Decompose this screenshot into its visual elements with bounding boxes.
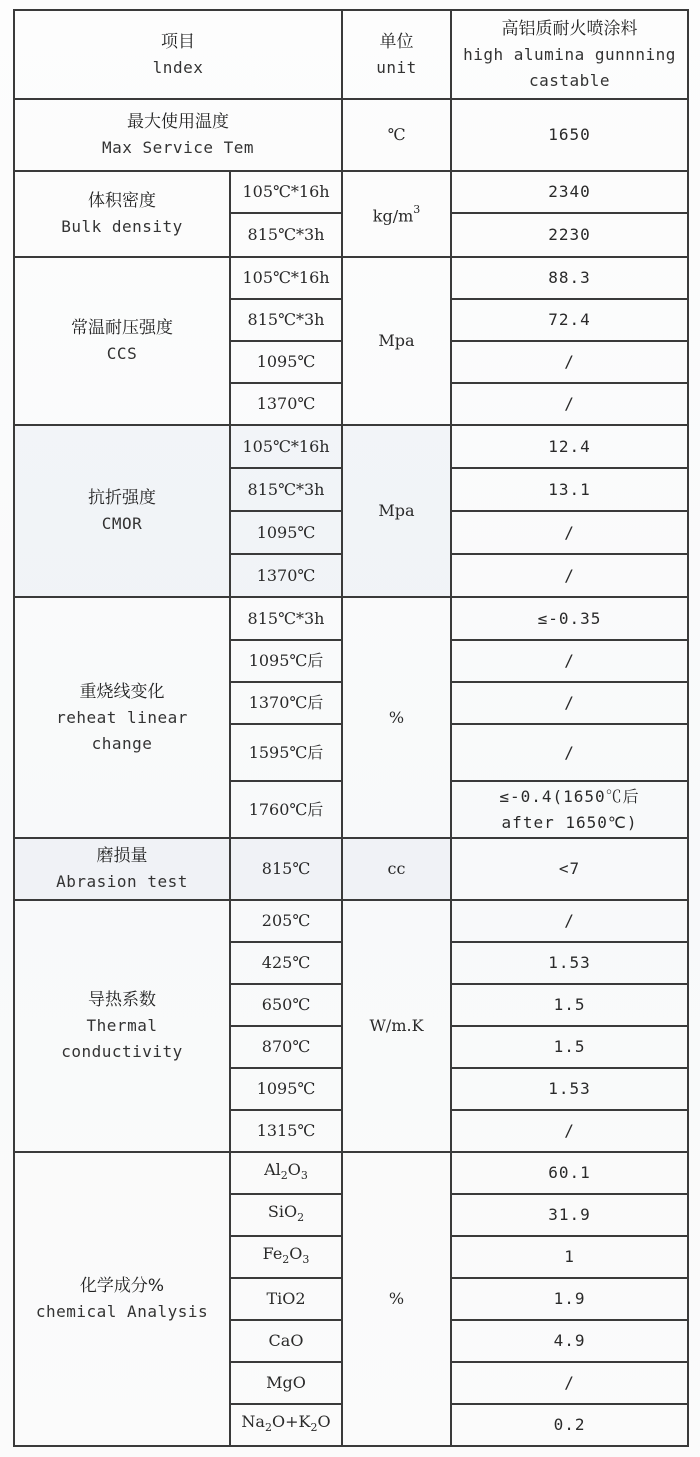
abrasion-label — [14, 838, 230, 900]
chemical-label-zh: 化学成分% — [79, 1276, 165, 1296]
chemical-compound — [230, 1194, 342, 1236]
chemical-value: 4.9 — [451, 1320, 688, 1362]
ccs-label-en: CCS — [106, 344, 138, 363]
properties-table — [13, 9, 689, 1447]
reheat-value: / — [451, 682, 688, 724]
compound-sub: 2 — [264, 1421, 272, 1435]
cmor-label-en: CMOR — [101, 514, 143, 533]
thermal-row — [14, 900, 688, 942]
thermal-cond: 205℃ — [230, 900, 342, 942]
ccs-unit: Mpa — [342, 257, 451, 425]
reheat-cond: 1760℃后 — [230, 781, 342, 838]
bulk-density-label-zh: 体积密度 — [88, 191, 156, 211]
thermal-label-en: Thermal conductivity — [61, 1016, 183, 1061]
compound-sub: 2 — [280, 1169, 288, 1183]
thermal-value: 1.5 — [451, 984, 688, 1026]
reheat-cond: 1370℃后 — [230, 682, 342, 724]
cmor-label — [14, 425, 230, 597]
ccs-value: / — [451, 383, 688, 425]
compound-sub: 3 — [300, 1169, 308, 1183]
product-header — [451, 10, 688, 99]
thermal-cond: 870℃ — [230, 1026, 342, 1068]
abrasion-label-en: Abrasion test — [56, 872, 188, 891]
cmor-cond: 1370℃ — [230, 554, 342, 597]
index-header-en: lndex — [152, 57, 204, 77]
ccs-label-zh: 常温耐压强度 — [71, 318, 173, 338]
max-temp-unit: ℃ — [342, 99, 451, 171]
thermal-value: / — [451, 1110, 688, 1152]
chemical-value: 0.2 — [451, 1404, 688, 1446]
chemical-unit: % — [342, 1152, 451, 1446]
ccs-cond: 1370℃ — [230, 383, 342, 425]
bulk-density-row — [14, 171, 688, 213]
reheat-cond: 815℃*3h — [230, 597, 342, 640]
cmor-label-zh: 抗折强度 — [88, 488, 156, 508]
cmor-value: 13.1 — [451, 468, 688, 511]
reheat-value-line2: after 1650℃) — [501, 812, 638, 832]
bulk-density-cond: 815℃*3h — [230, 213, 342, 257]
max-temp-label — [14, 99, 342, 171]
ccs-cond: 1095℃ — [230, 341, 342, 383]
cmor-value: / — [451, 511, 688, 554]
reheat-value: / — [451, 724, 688, 781]
reheat-cond: 1095℃后 — [230, 640, 342, 682]
compound-sub: 2 — [310, 1421, 318, 1435]
reheat-cond: 1595℃后 — [230, 724, 342, 781]
thermal-value: / — [451, 900, 688, 942]
compound-part: SiO — [267, 1201, 298, 1221]
bulk-density-label-en: Bulk density — [61, 217, 183, 236]
cmor-row — [14, 425, 688, 468]
compound-part: O — [287, 1159, 301, 1179]
max-temp-row — [14, 99, 688, 171]
abrasion-unit: cc — [342, 838, 451, 900]
compound-part: O — [317, 1411, 331, 1431]
chemical-value: 31.9 — [451, 1194, 688, 1236]
header-row — [14, 10, 688, 99]
index-header-zh: 项目 — [161, 31, 195, 52]
abrasion-cond: 815℃ — [230, 838, 342, 900]
bulk-density-unit — [342, 171, 451, 257]
chemical-label-en: chemical Analysis — [35, 1302, 209, 1321]
reheat-label — [14, 597, 230, 838]
ccs-value: / — [451, 341, 688, 383]
chemical-compound — [230, 1404, 342, 1446]
cmor-cond: 1095℃ — [230, 511, 342, 554]
reheat-label-en: reheat linear change — [56, 707, 188, 753]
abrasion-row — [14, 838, 688, 900]
chemical-value: 60.1 — [451, 1152, 688, 1194]
reheat-row — [14, 597, 688, 640]
bulk-density-unit-exp: 3 — [413, 202, 421, 216]
chemical-value: 1 — [451, 1236, 688, 1278]
chemical-value: 1.9 — [451, 1278, 688, 1320]
thermal-cond: 1315℃ — [230, 1110, 342, 1152]
compound-part: TiO2 — [266, 1289, 306, 1308]
chemical-label — [14, 1152, 230, 1446]
index-header — [14, 10, 342, 99]
thermal-unit: W/m.K — [342, 900, 451, 1152]
abrasion-value: <7 — [451, 838, 688, 900]
reheat-value-line1: ≤-0.4(1650℃后 — [499, 786, 640, 806]
chemical-compound — [230, 1362, 342, 1404]
reheat-value: / — [451, 640, 688, 682]
ccs-label — [14, 257, 230, 425]
max-temp-value: 1650 — [451, 99, 688, 171]
thermal-cond: 1095℃ — [230, 1068, 342, 1110]
chemical-compound — [230, 1320, 342, 1362]
cmor-cond: 815℃*3h — [230, 468, 342, 511]
compound-sub: 2 — [282, 1253, 290, 1267]
thermal-value: 1.53 — [451, 1068, 688, 1110]
compound-sub: 2 — [297, 1211, 305, 1225]
ccs-value: 72.4 — [451, 299, 688, 341]
compound-part: Na — [241, 1411, 265, 1431]
product-header-en: high alumina gunnning castable — [463, 44, 676, 90]
reheat-value: ≤-0.35 — [451, 597, 688, 640]
compound-sub: 3 — [302, 1253, 310, 1267]
thermal-label-zh: 导热系数 — [88, 990, 156, 1010]
thermal-cond: 650℃ — [230, 984, 342, 1026]
cmor-unit: Mpa — [342, 425, 451, 597]
bulk-density-unit-base: kg/m — [372, 206, 414, 226]
cmor-cond: 105℃*16h — [230, 425, 342, 468]
reheat-value — [451, 781, 688, 838]
unit-header-en: unit — [376, 57, 417, 77]
compound-part: O — [289, 1243, 303, 1263]
reheat-unit: % — [342, 597, 451, 838]
product-header-zh: 高铝质耐火喷涂料 — [501, 18, 638, 39]
chemical-compound — [230, 1236, 342, 1278]
max-temp-label-zh: 最大使用温度 — [127, 112, 229, 132]
cmor-value: / — [451, 554, 688, 597]
ccs-cond: 105℃*16h — [230, 257, 342, 299]
ccs-row — [14, 257, 688, 299]
compound-part: Al — [264, 1159, 281, 1179]
chemical-compound — [230, 1278, 342, 1320]
thermal-cond: 425℃ — [230, 942, 342, 984]
compound-part: Fe — [262, 1243, 283, 1263]
compound-part: CaO — [268, 1331, 304, 1350]
unit-header — [342, 10, 451, 99]
compound-part: MgO — [266, 1373, 306, 1392]
thermal-value: 1.53 — [451, 942, 688, 984]
compound-part: O+K — [271, 1411, 311, 1431]
chemical-value: / — [451, 1362, 688, 1404]
chemical-row — [14, 1152, 688, 1194]
bulk-density-value: 2230 — [451, 213, 688, 257]
thermal-value: 1.5 — [451, 1026, 688, 1068]
bulk-density-cond: 105℃*16h — [230, 171, 342, 213]
thermal-label — [14, 900, 230, 1152]
max-temp-label-en: Max Service Tem — [102, 138, 254, 157]
bulk-density-label — [14, 171, 230, 257]
bulk-density-value: 2340 — [451, 171, 688, 213]
chemical-compound — [230, 1152, 342, 1194]
ccs-value: 88.3 — [451, 257, 688, 299]
unit-header-zh: 单位 — [379, 31, 414, 52]
abrasion-label-zh: 磨损量 — [96, 846, 148, 866]
cmor-value: 12.4 — [451, 425, 688, 468]
ccs-cond: 815℃*3h — [230, 299, 342, 341]
reheat-label-zh: 重烧线变化 — [79, 681, 165, 702]
